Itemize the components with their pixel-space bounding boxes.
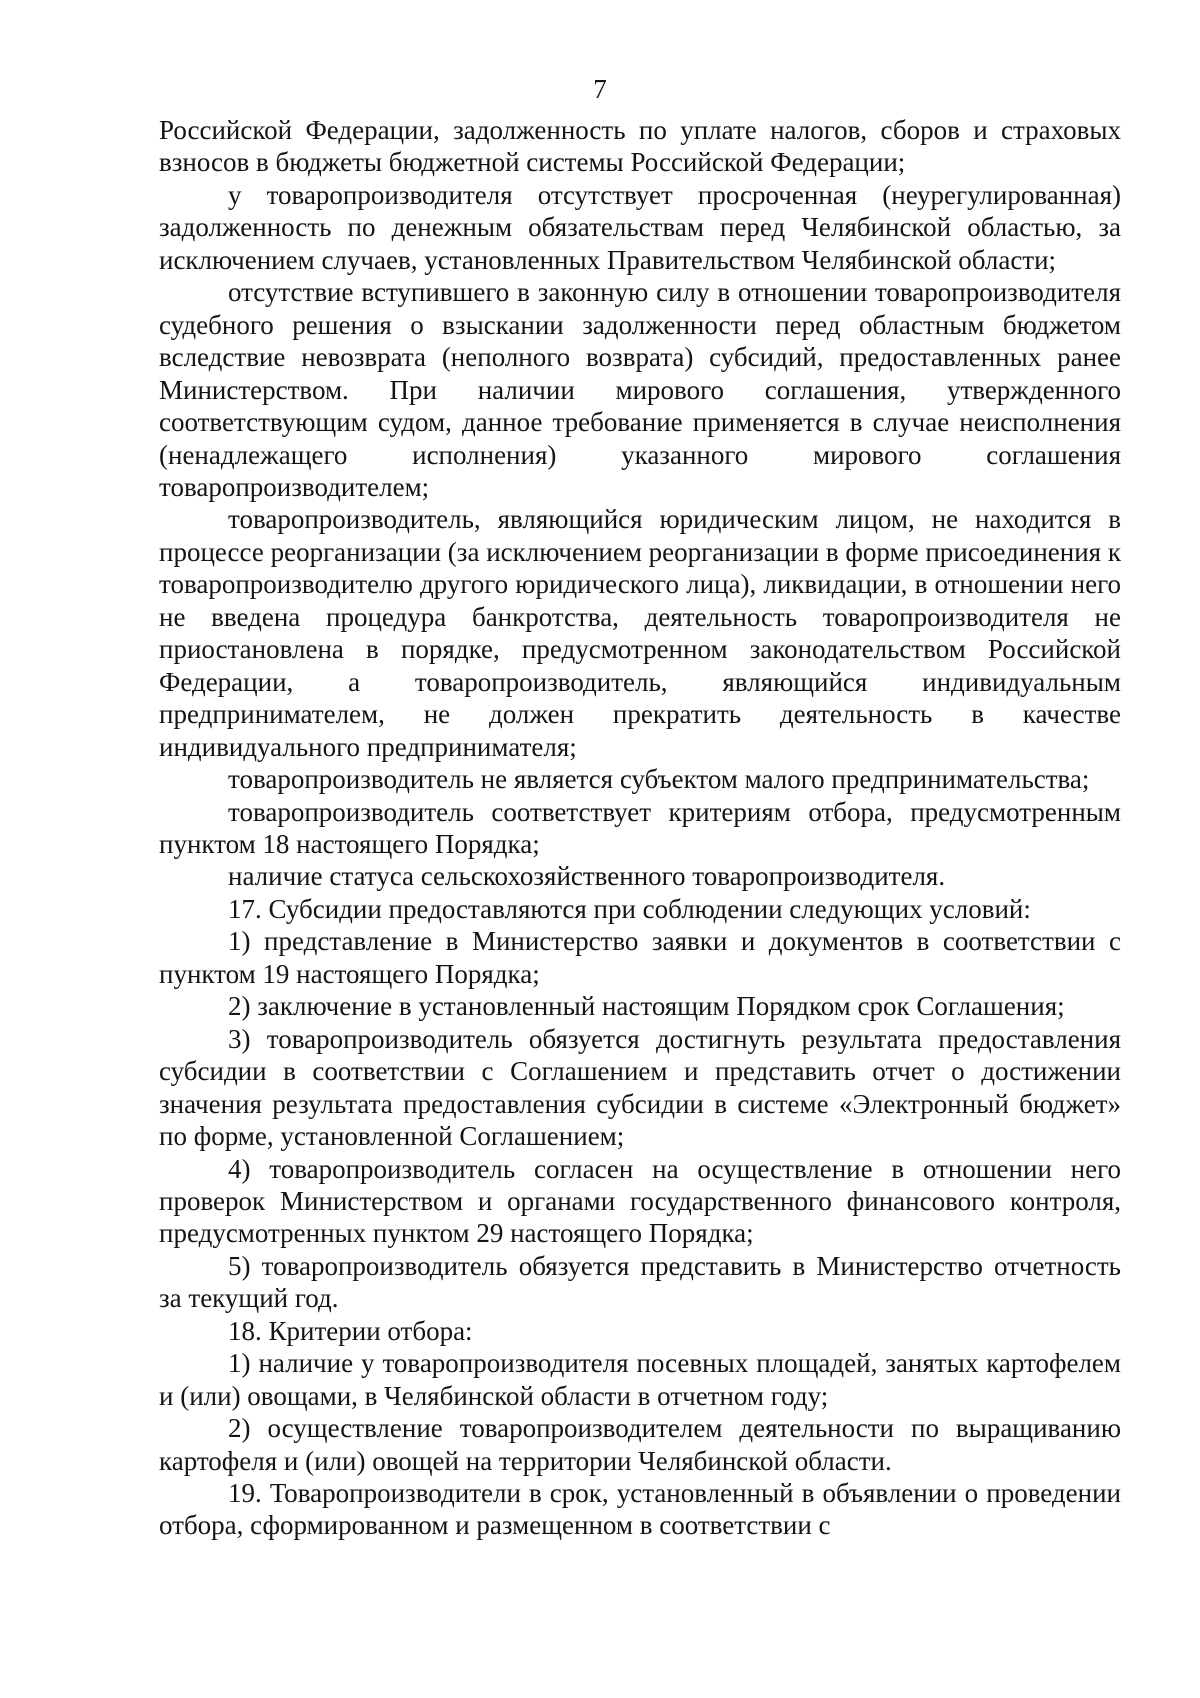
clause-19-start: 19. Товаропроизводители в срок, установленный в объявлении о проведении отбора, сформированном и размещенном в соответствии с xyxy=(159,1478,1121,1541)
clause-17-item-2: 2) заключение в установленный настоящим Порядком срок Соглашения; xyxy=(228,991,1065,1022)
paragraph-not-small-business: товаропроизводитель не является субъектом малого предпринимательства; xyxy=(228,764,1090,795)
clause-18-item-1: 1) наличие у товаропроизводителя посевных площадей, занятых картофелем и (или) овощами, в Челябинской области в отчетном году; xyxy=(159,1348,1121,1411)
paragraph-no-overdue-debt: у товаропроизводителя отсутствует просроченная (неурегулированная) задолженность по денежным обязательствам перед Челябинской областью, за исключением случаев, установленных Правительством Челябинской области; xyxy=(159,179,1121,275)
clause-18-heading: 18. Критерии отбора: xyxy=(228,1315,473,1346)
paragraph-agricultural-status: наличие статуса сельскохозяйственного товаропроизводителя. xyxy=(228,861,946,892)
page-number: 7 xyxy=(593,74,607,104)
clause-17-item-3: 3) товаропроизводитель обязуется достигнуть результата предоставления субсидии в соответствии с Соглашением и представить отчет о достижении значения результата предоставления субсидии в системе «Электронный бюджет» по форме, установленной Соглашением; xyxy=(159,1023,1121,1152)
clause-17-item-4: 4) товаропроизводитель согласен на осуществление в отношении него проверок Министерством и органами государственного финансового контроля, предусмотренных пунктом 29 настоящего Порядка; xyxy=(159,1153,1121,1249)
clause-17-item-1: 1) представление в Министерство заявки и документов в соответствии с пунктом 19 настоящего Порядка; xyxy=(159,926,1121,989)
paragraph-no-court-decision: отсутствие вступившего в законную силу в отношении товаропроизводителя судебного решения о взыскании задолженности перед областным бюджетом вследствие невозврата (неполного возврата) субсидий, предоставленных ранее Министерством. При наличии мирового соглашения, утвержденного соответствующим судом, данное требование применяется в случае неисполнения (ненадлежащего исполнения) указанного мирового соглашения товаропроизводителем; xyxy=(159,277,1121,502)
clause-18-item-2: 2) осуществление товаропроизводителем деятельности по выращиванию картофеля и (или) овощей на территории Челябинской области. xyxy=(159,1413,1121,1476)
clause-17-item-5: 5) товаропроизводитель обязуется представить в Министерство отчетность за текущий год. xyxy=(159,1250,1121,1314)
clause-17-heading: 17. Субсидии предоставляются при соблюдении следующих условий: xyxy=(228,893,1031,924)
document-body xyxy=(159,114,1121,1542)
paragraph-no-reorganization: товаропроизводитель, являющийся юридическим лицом, не находится в процессе реорганизации (за исключением реорганизации в форме присоединения к товаропроизводителю другого юридического лица), ликвидации, в отношении него не введена процедура банкротства, деятельность товаропроизводителя не приостановлена в порядке, предусмотренном законодательством Российской Федерации, а товаропроизводитель, являющийся индивидуальным предпринимателем, не должен прекратить деятельность в качестве индивидуального предпринимателя; xyxy=(159,504,1121,762)
paragraph-continuation: Российской Федерации, задолженность по уплате налогов, сборов и страховых взносов в бюджеты бюджетной системы Российской Федерации; xyxy=(159,115,1121,178)
paragraph-meets-criteria: товаропроизводитель соответствует критериям отбора, предусмотренным пунктом 18 настоящего Порядка; xyxy=(159,796,1121,859)
